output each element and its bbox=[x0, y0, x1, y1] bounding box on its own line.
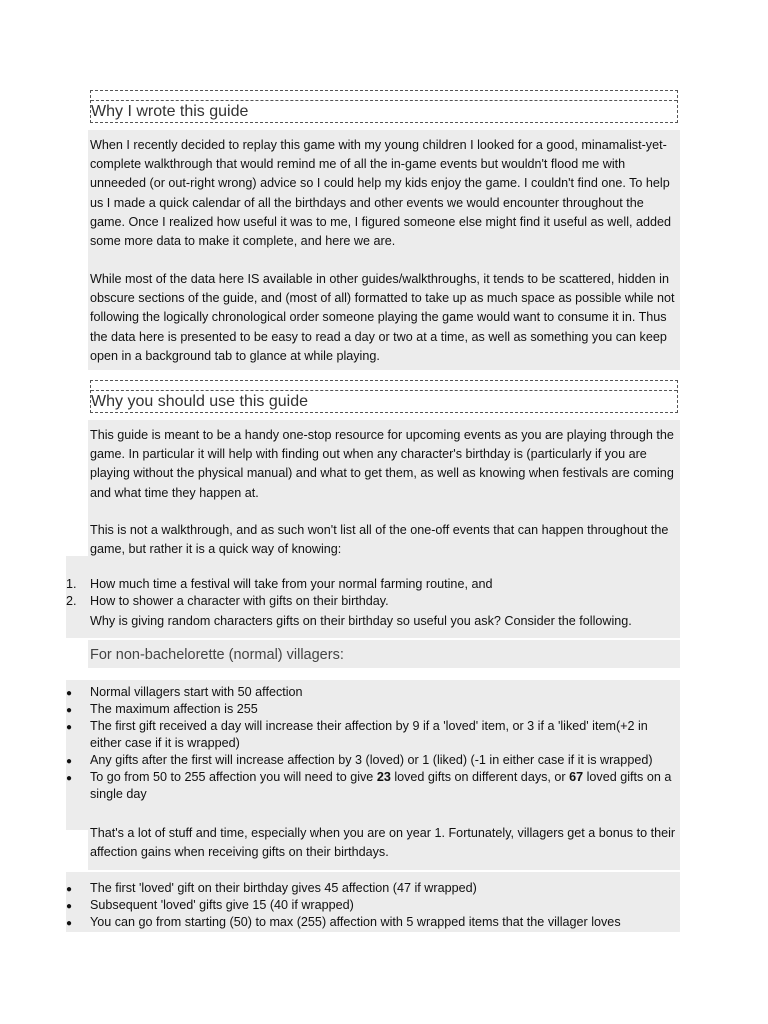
bold-number: 67 bbox=[569, 770, 584, 784]
bullet-icon: ● bbox=[66, 773, 73, 784]
list-item-text: How to shower a character with gifts on their birthday. bbox=[90, 594, 389, 608]
list-item bbox=[0, 684, 690, 701]
bullet-icon: ● bbox=[66, 688, 73, 699]
bullet-icon: ● bbox=[66, 884, 73, 895]
text-run: loved gifts on different days, or bbox=[390, 770, 570, 784]
bullet-icon: ● bbox=[66, 705, 73, 716]
list-item bbox=[0, 593, 690, 610]
list-item bbox=[0, 752, 690, 769]
list-item-text: The first gift received a day will increase their affection by 9 if a 'loved' item, or 3 if a 'liked' item(+2 in either case if it is wrapped) bbox=[90, 719, 648, 750]
list-item-text: How much time a festival will take from your normal farming routine, and bbox=[90, 577, 493, 591]
bullet-list bbox=[0, 880, 690, 931]
list-item bbox=[0, 897, 690, 914]
list-item bbox=[0, 701, 690, 718]
list-item-text: Normal villagers start with 50 affection bbox=[90, 685, 303, 699]
list-item-text: You can go from starting (50) to max (255) affection with 5 wrapped items that the villager loves bbox=[90, 915, 621, 929]
list-item bbox=[0, 718, 690, 752]
list-item-text: Any gifts after the first will increase affection by 3 (loved) or 1 (liked) (-1 in either case if it is wrapped) bbox=[90, 753, 653, 767]
list-item-text: The first 'loved' gift on their birthday gives 45 affection (47 if wrapped) bbox=[90, 881, 477, 895]
text-run: To go from 50 to 255 affection you will need to give bbox=[90, 770, 377, 784]
section-heading-box bbox=[90, 90, 678, 123]
list-item-text: The maximum affection is 255 bbox=[90, 702, 258, 716]
list-item bbox=[0, 576, 690, 593]
ordered-list bbox=[0, 576, 690, 610]
section-heading: Why I wrote this guide bbox=[91, 103, 249, 120]
section-heading-box bbox=[90, 380, 678, 413]
paragraph: This is not a walkthrough, and as such won't list all of the one-off events that can happen throughout the game, but rather it is a quick way of knowing: bbox=[90, 523, 669, 557]
subheading: For non-bachelorette (normal) villagers: bbox=[90, 647, 344, 663]
bold-number: 23 bbox=[376, 770, 391, 784]
paragraph: When I recently decided to replay this game with my young children I looked for a good, minamalist-yet-complete walkthrough that would remind me of all the in-game events but wouldn't flood me with unneeded (or out-right wrong) advice so I could help my kids enjoy the game. I couldn't find one. To help us I made a quick calendar of all the birthdays and other events we would encounter throughout the game. Once I realized how useful it was to me, I figured someone else might find it useful as well, added some more data to make it complete, and here we are. bbox=[90, 138, 672, 249]
list-number: 2. bbox=[66, 594, 77, 608]
list-item-text bbox=[90, 769, 678, 803]
heading-divider bbox=[91, 100, 677, 101]
list-item-text: Subsequent 'loved' gifts give 15 (40 if wrapped) bbox=[90, 898, 354, 912]
list-item bbox=[0, 769, 690, 803]
text-run: loved gifts on a single day bbox=[90, 770, 672, 801]
list-item bbox=[0, 914, 690, 931]
list-item bbox=[0, 880, 690, 897]
bullet-icon: ● bbox=[66, 901, 73, 912]
bullet-icon: ● bbox=[66, 918, 73, 929]
paragraph: That's a lot of stuff and time, especially when you are on year 1. Fortunately, villagers get a bonus to their affection gains when receiving gifts on their birthdays. bbox=[90, 826, 676, 860]
paragraph: While most of the data here IS available in other guides/walkthroughs, it tends to be scattered, hidden in obscure sections of the guide, and (most of all) formatted to take up as much space as possible while not following the logically chronological order someone playing the game would want to consume it in. Thus the data here is presented to be easy to read a day or two at a time, as well as something you can keep open in a background tab to glance at while playing. bbox=[90, 272, 675, 363]
section-heading: Why you should use this guide bbox=[91, 393, 309, 410]
bullet-list bbox=[0, 684, 690, 803]
list-number: 1. bbox=[66, 577, 77, 591]
heading-divider bbox=[91, 390, 677, 391]
paragraph: Why is giving random characters gifts on their birthday so useful you ask? Consider the following. bbox=[90, 614, 632, 628]
paragraph: This guide is meant to be a handy one-stop resource for upcoming events as you are playing through the game. In particular it will help with finding out when any character's birthday is (particularly if you are playing without the physical manual) and what to get them, as well as knowing when festivals are coming and what time they happen at. bbox=[90, 428, 674, 500]
bullet-icon: ● bbox=[66, 756, 73, 767]
bullet-icon: ● bbox=[66, 722, 73, 733]
